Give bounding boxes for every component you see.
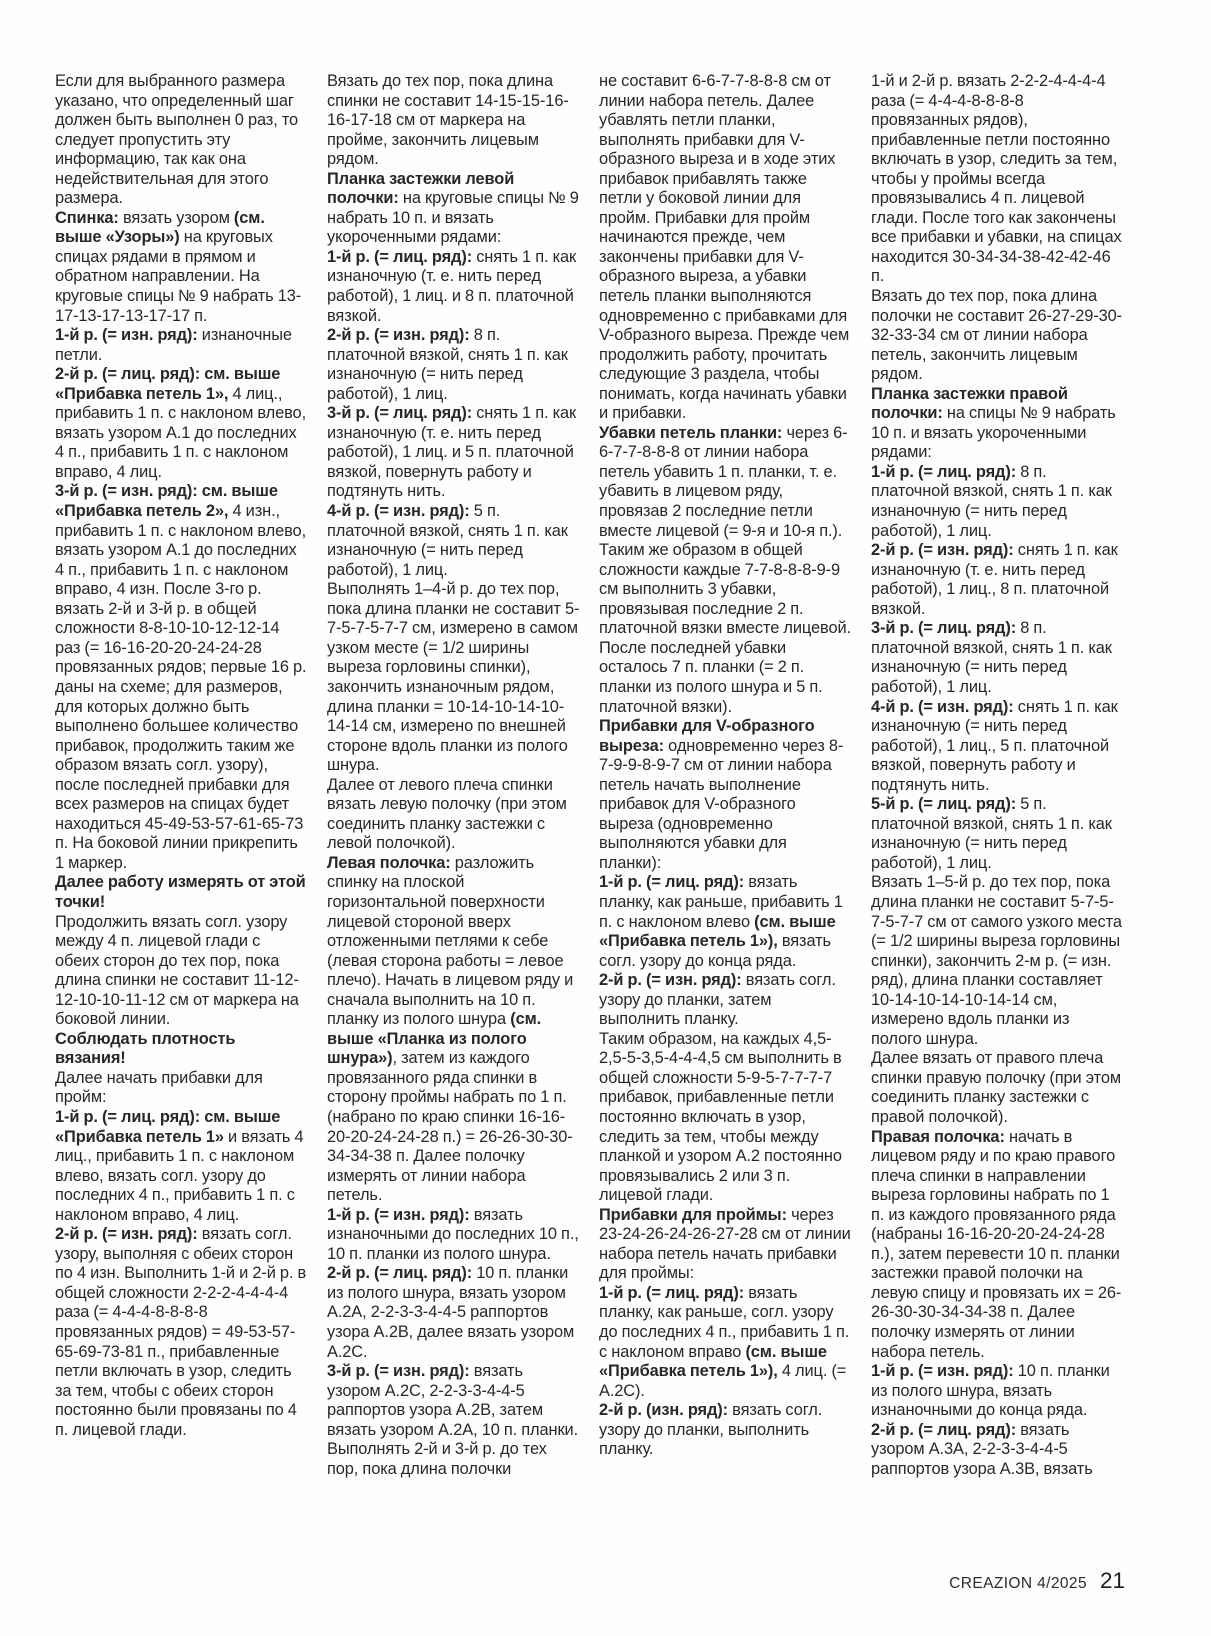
paragraph [871, 1049, 1124, 1127]
paragraph [599, 873, 852, 971]
paragraph [55, 326, 308, 365]
paragraph [599, 1284, 852, 1401]
bold-text-run: Планка застежки левой полочки: [327, 169, 515, 208]
paragraph [55, 482, 308, 873]
paragraph [327, 854, 580, 1206]
text-run: 1-й и 2-й р. вязать 2-2-2-4-4-4-4 раза (= 4-4-4-8-8-8-8 провязанных рядов), прибавленные петли постоянно включать в узор, следить за тем, чтобы у проймы всегда провязывались 4 п. лицевой глади. После того как закончены все прибавки и убавки, на спицах находится 30-34-34-38-42-42-46 п. [871, 72, 1122, 286]
paragraph [327, 404, 580, 502]
bold-text-run: 3-й р. (= лиц. ряд): [327, 404, 473, 423]
bold-text-run: 2-й р. (= изн. ряд): [599, 971, 742, 990]
text-run: одновременно через 8-7-9-9-8-9-7 см от линии набора петель начать выполнение прибавок для V-образного выреза (одновременно выполняются убавки для планки): [599, 736, 844, 872]
bold-text-run: (см. выше «Прибавка петель 1»), [599, 1342, 827, 1381]
bold-text-run: 1-й р. (= изн. ряд): [55, 326, 198, 345]
bold-text-run: 1-й р. (= лиц. ряд): [599, 873, 745, 892]
text-run: Далее от левого плеча спинки вязать левую полочку (при этом соединить планку застежки с левой полочкой). [327, 775, 567, 853]
text-run: 10 п. планки из полого шнура, вязать узором А.2А, 2-2-3-3-4-4-5 раппортов узора А.2В, далее вязать узором А.2С. [327, 1264, 575, 1361]
bold-text-run: Прибавки для V-образного выреза: [599, 717, 815, 755]
paragraph [871, 541, 1124, 619]
paragraph [327, 1264, 580, 1362]
paragraph [599, 1030, 852, 1206]
paragraph [871, 72, 1124, 287]
bold-text-run: 1-й р. (= лиц. ряд): см. выше «Прибавка петель 1» [55, 1107, 281, 1146]
paragraph [871, 873, 1124, 1049]
paragraph [871, 1128, 1124, 1363]
bold-text-run: 2-й р. (= изн. ряд): [327, 326, 470, 345]
paragraph [599, 971, 852, 1030]
bold-text-run: 2-й р. (= изн. ряд): [871, 541, 1014, 560]
text-run: 5 п. платочной вязкой, снять 1 п. как изнаночную (= нить перед работой), 1 лиц. [327, 502, 568, 579]
bold-text-run: Убавки петель планки: [599, 423, 783, 442]
paragraph [327, 776, 580, 854]
paragraph [55, 365, 308, 482]
paragraph [599, 1206, 852, 1284]
paragraph [327, 502, 580, 580]
paragraph [599, 1401, 852, 1460]
text-run: , затем из каждого провязанного ряда спинки в сторону проймы набрать по 1 п. (набрано по краю спинки 16-16-20-20-24-24-28 п.) = 26-26-30-30-34-34-38 п. Далее полочку измерять от линии набора петель. [327, 1049, 573, 1205]
text-run: вязать изнаночными до последних 10 п., 10 п. планки из полого шнура. [327, 1205, 579, 1263]
paragraph [327, 580, 580, 775]
paragraph [55, 1225, 308, 1440]
text-run: 8 п. платочной вязкой, снять 1 п. как изнаночную (= нить перед работой), 1 лиц. [327, 326, 568, 403]
paragraph [55, 913, 308, 1030]
paragraph [871, 795, 1124, 873]
bold-text-run: 3-й р. (= изн. ряд): см. выше «Прибавка петель 2», [55, 482, 278, 521]
bold-text-run: Далее работу измерять от этой точки! [55, 873, 306, 911]
bold-text-run: 2-й р. (= изн. ряд): [55, 1225, 198, 1244]
text-run: Если для выбранного размера указано, что определенный шаг должен быть выполнен 0 раз, то следует пропустить эту информацию, так как она недействительная для этого размера. [55, 72, 299, 208]
text-run: вязать планку, как раньше, согл. узору до последних 4 п., прибавить 1 п. с наклоном вправо [599, 1283, 850, 1361]
bold-text-run: 1-й р. (= лиц. ряд): [871, 462, 1017, 481]
bold-text-run: Правая полочка: [871, 1127, 1005, 1146]
paragraph [55, 1030, 308, 1069]
text-run: снять 1 п. как изнаночную (т. е. нить перед работой), 1 лиц. и 8 п. платочной вязкой. [327, 247, 577, 325]
text-run: снять 1 п. как изнаночную (т. е. нить перед работой), 1 лиц. и 5 п. платочной вязкой, повернуть работу и подтянуть нить. [327, 404, 577, 501]
magazine-title: CREAZION 4/2025 [949, 1575, 1087, 1592]
bold-text-run: 1-й р. (= изн. ряд): [871, 1362, 1014, 1381]
bold-text-run: 1-й р. (= изн. ряд): [327, 1205, 470, 1224]
bold-text-run: 2-й р. (= лиц. ряд): см. выше «Прибавка петель 1», [55, 365, 281, 403]
bold-text-run: (см. выше «Планка из полого шнура») [327, 1010, 542, 1068]
text-run: через 6-6-7-7-8-8-8 от линии набора петель убавить 1 п. планки, т. е. убавить в лицевом ряду, провязав 2 последние петли вместе лицевой (= 9-я и 10-я п.). Таким же образом в общей сложности каждые 7-7-8-8-8-9-9 см выполнить 3 убавки, провязывая последние 2 п. платочной вязки вместе лицевой. После последней убавки осталось 7 п. планки (= 2 п. планки из полого шнура и 5 п. платочной вязки). [599, 423, 851, 716]
paragraph [871, 463, 1124, 541]
bold-text-run: 4-й р. (= изн. ряд): [327, 502, 470, 521]
text-run: 8 п. платочной вязкой, снять 1 п. как изнаночную (= нить перед работой), 1 лиц. [871, 619, 1112, 696]
text-run: вязать согл. узору, выполняя с обеих сторон по 4 изн. Выполнить 1-й и 2-й р. в общей сложности 2-2-2-4-4-4-4 раза (= 4-4-4-8-8-8-8 провязанных рядов) = 49-53-57-65-69-73-81 п., прибавленные петли включать в узор, следить за тем, чтобы с обеих сторон постоянно были провязаны по 4 п. лицевой глади. [55, 1225, 307, 1439]
bold-text-run: 2-й р. (изн. ряд): [599, 1401, 728, 1420]
instructions-text-area [55, 72, 1124, 1479]
paragraph [871, 385, 1124, 463]
text-run: снять 1 п. как изнаночную (т. е. нить перед работой), 1 лиц., 8 п. платочной вязкой. [871, 541, 1118, 618]
text-run: изнаночные петли. [55, 326, 292, 364]
text-run: Вязать 1–5-й р. до тех пор, пока длина планки не составит 5-7-5-7-5-7-7 см от самого узкого места (= 1/2 ширины выреза горловины спинки), закончить 2-м р. (= изн. ряд), длина планки составляет 10-14-10-14-10-14-14 см, измерено вдоль планки из полого шнура. [871, 873, 1122, 1048]
bold-text-run: 3-й р. (= изн. ряд): [327, 1362, 470, 1381]
paragraph [599, 717, 852, 873]
text-run: Таким образом, на каждых 4,5-2,5-5-3,5-4-4-4,5 см выполнить в общей сложности 5-9-5-7-7-7-7 прибавок, прибавленные петли постоянно включать в узор, следить за тем, чтобы между планкой и узором А.2 постоянно провязывались 2 или 3 п. лицевой глади. [599, 1029, 842, 1205]
paragraph [871, 1362, 1124, 1421]
paragraph [327, 170, 580, 248]
bold-text-run: 3-й р. (= лиц. ряд): [871, 619, 1017, 638]
bold-text-run: 4-й р. (= изн. ряд): [871, 697, 1014, 716]
text-run: 4 лиц. (= А.2С). [599, 1362, 847, 1400]
paragraph [871, 1421, 1124, 1480]
text-run: через 23-24-26-24-26-27-28 см от линии набора петель начать прибавки для проймы: [599, 1205, 851, 1283]
text-run: на круговых спицах рядами в прямом и обратном направлении. На круговые спицы № 9 набрать 13-17-13-17-13-17-17 п. [55, 228, 302, 325]
paragraph [327, 1362, 580, 1440]
text-run: вязать планку, как раньше, прибавить 1 п. с наклоном влево [599, 873, 843, 931]
text-run: на круговые спицы № 9 набрать 10 п. и вязать укороченными рядами: [327, 189, 579, 247]
paragraph [327, 326, 580, 404]
text-run: не составит 6-6-7-7-8-8-8 см от линии набора петель. Далее убавлять петли планки, выполнять прибавки для V-образного выреза и в ходе этих прибавок прибавлять также петли у боковой линии для пройм. Прибавки для пройм начинаются прежде, чем закончены прибавки для V-образного выреза, а убавки петель планки выполняются одновременно с прибавками для V-образного выреза. Прежде чем продолжить работу, прочитать следующие 3 раздела, чтобы понимать, когда начинать убавки и прибавки. [599, 72, 850, 423]
bold-text-run: Левая полочка: [327, 853, 451, 872]
bold-text-run: Спинка: [55, 208, 119, 227]
bold-text-run: 5-й р. (= лиц. ряд): [871, 795, 1017, 814]
text-run: вязать узором А.3А, 2-2-3-3-4-4-5 раппортов узора А.3В, вязать [871, 1420, 1093, 1478]
bold-text-run: Соблюдать плотность вязания! [55, 1029, 236, 1068]
text-run: вязать узором [118, 208, 234, 227]
text-run: Продолжить вязать согл. узору между 4 п. лицевой глади с обеих сторон до тех пор, пока длина спинки не составит 11-12-12-10-10-11-12 см от маркера на боковой линии. [55, 912, 299, 1029]
column-2 [327, 72, 580, 1479]
text-run: Выполнять 2-й и 3-й р. до тех пор, пока длина полочки [327, 1440, 547, 1478]
text-run: 10 п. планки из полого шнура, вязать изнаночными до конца ряда. [871, 1362, 1110, 1420]
text-run: и вязать 4 лиц., прибавить 1 п. с наклоном влево, вязать согл. узору до последних 4 п., прибавить 1 п. с наклоном вправо, 4 лиц. [55, 1127, 304, 1224]
paragraph [871, 698, 1124, 796]
paragraph [55, 1069, 308, 1108]
bold-text-run: 2-й р. (= лиц. ряд): [871, 1420, 1017, 1439]
text-run: Вязать до тех пор, пока длина спинки не составит 14-15-15-16-16-17-18 см от маркера на пройме, закончить лицевым рядом. [327, 72, 569, 169]
paragraph [55, 209, 308, 326]
bold-text-run: Прибавки для проймы: [599, 1205, 787, 1224]
text-run: 4 лиц., прибавить 1 п. с наклоном влево, вязать узором А.1 до последних 4 п., прибавить 1 п. с наклоном вправо, 4 лиц. [55, 384, 307, 481]
text-run: 5 п. платочной вязкой, снять 1 п. как изнаночную (= нить перед работой), 1 лиц. [871, 795, 1112, 872]
page-footer [949, 1568, 1125, 1594]
bold-text-run: 2-й р. (= лиц. ряд): [327, 1264, 473, 1283]
text-run: вязать согл. узору до конца ряда. [599, 932, 831, 970]
paragraph [871, 287, 1124, 385]
text-run: разложить спинку на плоской горизонтальной поверхности лицевой стороной вверх отложенными петлями к себе (левая сторона работы = левое плечо). Начать в лицевом ряду и сначала выполнить на 10 п. планку из полого шнура [327, 853, 574, 1029]
text-run: Выполнять 1–4-й р. до тех пор, пока длина планки не составит 5-7-5-7-5-7-7 см, измерено в самом узком месте (= 1/2 ширины выреза горловины спинки), закончить изнаночным рядом, длина планки = 10-14-10-14-10-14-14 см, измерено по внешней стороне вдоль планки из полого шнура. [327, 580, 580, 775]
text-run: вязать согл. узору до планки, выполнить планку. [599, 1401, 823, 1459]
paragraph [55, 72, 308, 209]
text-run: снять 1 п. как изнаночную (= нить перед работой), 1 лиц., 5 п. платочной вязкой, повернуть работу и подтянуть нить. [871, 697, 1118, 794]
bold-text-run: (см. выше «Узоры») [55, 208, 265, 247]
text-run: Далее начать прибавки для пройм: [55, 1068, 263, 1107]
paragraph [599, 72, 852, 424]
page-number: 21 [1099, 1568, 1125, 1593]
text-run: вязать согл. узору до планки, затем выполнить планку. [599, 971, 836, 1029]
paragraph [599, 424, 852, 717]
paragraph [55, 1108, 308, 1225]
bold-text-run: Планка застежки правой полочки: [871, 384, 1068, 423]
paragraph [327, 1440, 580, 1479]
text-run: на спицы № 9 набрать 10 п. и вязать укороченными рядами: [871, 404, 1116, 462]
text-run: 8 п. платочной вязкой, снять 1 п. как изнаночную (= нить перед работой), 1 лиц. [871, 462, 1112, 540]
column-3 [599, 72, 852, 1479]
text-run: вязать узором А.2С, 2-2-3-3-4-4-5 раппортов узора А.2В, затем вязать узором А.2А, 10 п. планки. [327, 1362, 579, 1439]
column-1 [55, 72, 308, 1479]
text-run: 4 изн., прибавить 1 п. с наклоном влево, вязать узором А.1 до последних 4 п., прибавить 1 п. с наклоном вправо, 4 изн. После 3-го р. вязать 2-й и 3-й р. в общей сложности 8-8-10-10-12-12-14 раз (= 16-16-20-20-24-24-28 провязанных рядов; первые 16 р. даны на схеме; для размеров, для которых должно быть выполнено большее количество прибавок, продолжить таким же образом вязать согл. узору), после последней прибавки для всех размеров на спицах будет находиться 45-49-53-57-61-65-73 п. На боковой линии прикрепить 1 маркер. [55, 502, 307, 872]
paragraph [55, 873, 308, 912]
text-run: Далее вязать от правого плеча спинки правую полочку (при этом соединить планку застежки с правой полочкой). [871, 1049, 1122, 1126]
paragraph [871, 619, 1124, 697]
bold-text-run: 1-й р. (= лиц. ряд): [599, 1283, 745, 1302]
paragraph [327, 1206, 580, 1265]
bold-text-run: 1-й р. (= лиц. ряд): [327, 247, 473, 266]
column-4 [871, 72, 1124, 1479]
paragraph [327, 248, 580, 326]
bold-text-run: (см. выше «Прибавка петель 1»), [599, 912, 836, 951]
text-run: начать в лицевом ряду и по краю правого плеча спинки в направлении выреза горловины набрать по 1 п. из каждого провязанного ряда (набраны 16-16-20-20-24-24-28 п.), затем перевести 10 п. планки застежки правой полочки на левую спицу и провязать их = 26-26-30-30-34-34-38 п. Далее полочку измерять от линии набора петель. [871, 1127, 1122, 1361]
text-run: Вязать до тех пор, пока длина полочки не составит 26-27-29-30-32-33-34 см от линии набора петель, закончить лицевым рядом. [871, 287, 1122, 384]
paragraph [327, 72, 580, 170]
